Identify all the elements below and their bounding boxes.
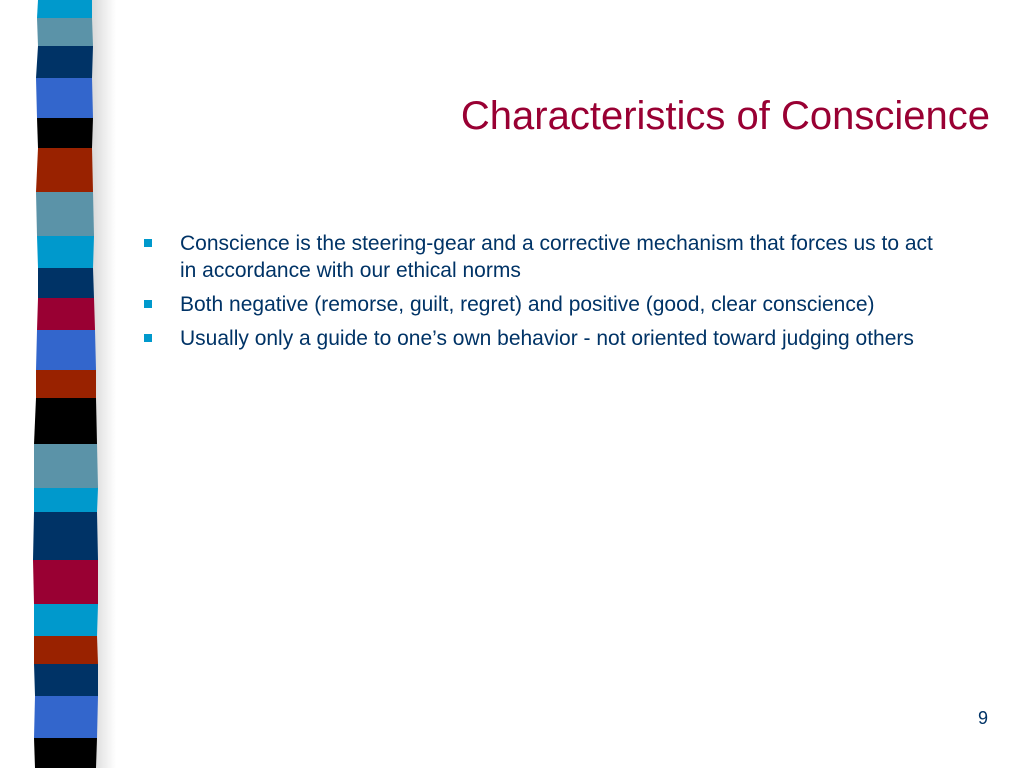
decorative-color-stripe bbox=[0, 0, 120, 768]
bullet-item bbox=[144, 230, 934, 284]
stripe-block bbox=[34, 664, 98, 696]
bullet-item bbox=[144, 325, 934, 352]
square-bullet-icon bbox=[144, 239, 152, 247]
bullet-text: Usually only a guide to one’s own behavior - not oriented toward judging others bbox=[180, 327, 914, 350]
stripe-block bbox=[34, 604, 98, 636]
stripe-block bbox=[34, 398, 97, 444]
square-bullet-icon bbox=[144, 334, 152, 342]
stripe-block bbox=[37, 236, 94, 268]
stripe-block bbox=[37, 118, 93, 148]
stripe-block bbox=[36, 370, 96, 398]
stripe-block bbox=[34, 488, 98, 512]
bullet-list bbox=[144, 230, 934, 359]
slide-title: Characteristics of Conscience bbox=[460, 94, 990, 138]
bullet-item bbox=[144, 291, 934, 318]
stripe-block bbox=[33, 512, 98, 560]
stripe-block bbox=[36, 46, 93, 78]
stripe-block bbox=[37, 18, 93, 46]
stripe-block bbox=[36, 330, 96, 370]
bullet-text: Both negative (remorse, guilt, regret) and positive (good, clear conscience) bbox=[180, 293, 875, 316]
bullet-text: Conscience is the steering-gear and a corrective mechanism that forces us to act in accordance with our ethical norms bbox=[180, 232, 933, 282]
stripe-block bbox=[34, 696, 98, 738]
stripe-block bbox=[33, 560, 98, 604]
page-number: 9 bbox=[977, 708, 988, 728]
stripe-block bbox=[37, 298, 95, 330]
stripe-block bbox=[34, 444, 98, 488]
stripe-block bbox=[36, 192, 94, 236]
stripe-block bbox=[37, 0, 92, 18]
square-bullet-icon bbox=[144, 300, 152, 308]
stripe-block bbox=[34, 636, 98, 664]
stripe-block bbox=[34, 738, 97, 768]
stripe-block bbox=[36, 148, 93, 192]
stripe-block bbox=[36, 78, 93, 118]
stripe-block bbox=[38, 268, 94, 298]
